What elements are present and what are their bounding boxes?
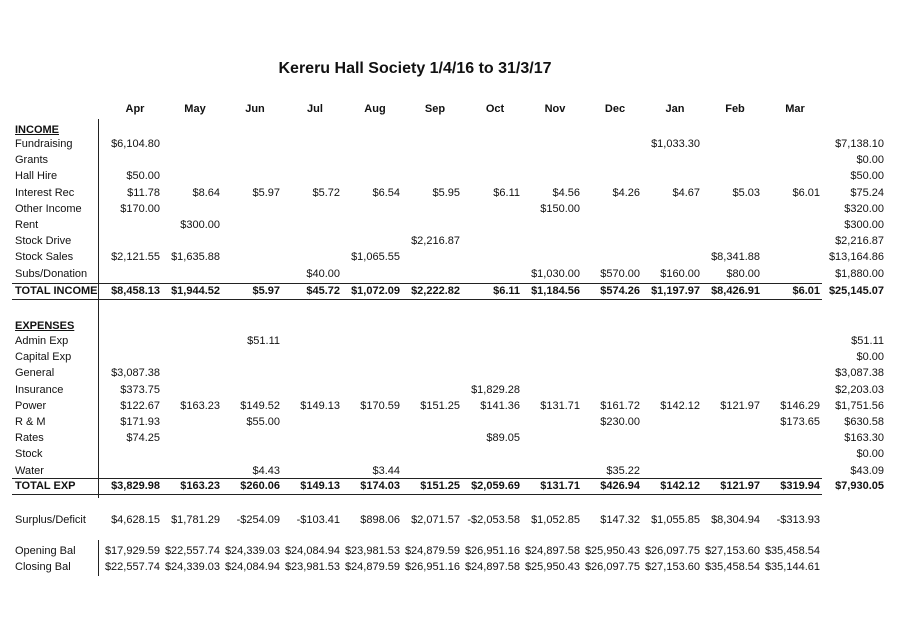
cell-apr: $170.00	[120, 202, 160, 215]
income-row	[0, 251, 902, 267]
closing-balance-row	[0, 561, 902, 577]
cell-aug: $24,879.59	[344, 561, 400, 573]
row-total: $25,145.07	[828, 285, 884, 297]
cell-mar: $6.01	[792, 186, 820, 199]
cell-jun: $5.97	[252, 186, 280, 199]
row-label: Rent	[15, 219, 39, 231]
cell-apr: $50.00	[126, 170, 160, 183]
row-total: $0.00	[856, 351, 884, 364]
cell-oct: $6.11	[493, 186, 520, 199]
cell-may: $1,944.52	[171, 285, 220, 297]
cell-may: $163.23	[180, 480, 220, 492]
row-total: $320.00	[844, 202, 884, 215]
cell-may: $22,557.74	[164, 545, 220, 557]
cell-dec: $26,097.75	[584, 561, 640, 573]
row-total: $2,216.87	[835, 235, 884, 248]
row-label: Other Income	[15, 202, 82, 215]
row-label: Fundraising	[15, 138, 73, 150]
row-label: TOTAL EXP	[15, 480, 76, 492]
cell-apr: $8,458.13	[111, 285, 160, 297]
income-row	[0, 203, 902, 219]
income-row	[0, 187, 902, 203]
row-total: $2,203.03	[835, 383, 884, 396]
cell-oct: $26,951.16	[464, 545, 520, 557]
row-label: TOTAL INCOME	[15, 285, 98, 297]
row-label: Subs/Donation	[15, 267, 88, 280]
cell-nov: $1,184.56	[531, 285, 580, 297]
cell-jul: $5.72	[312, 186, 340, 199]
expense-row	[0, 432, 902, 448]
cell-feb: $8,304.94	[711, 514, 760, 526]
cell-jun: $260.06	[240, 480, 280, 492]
row-total: $51.11	[851, 335, 884, 347]
cell-jul: $40.00	[306, 267, 340, 280]
month-nov: Nov	[544, 103, 566, 115]
cell-feb: $121.97	[720, 480, 760, 492]
cell-aug: $1,072.09	[351, 285, 400, 297]
cell-mar: $35,458.54	[764, 545, 820, 557]
cell-apr: $11.78	[127, 186, 160, 199]
cell-may: $1,635.88	[171, 251, 220, 264]
cell-sep: $2,216.87	[411, 235, 460, 248]
cell-apr: $3,087.38	[111, 367, 160, 380]
row-label: Surplus/Deficit	[15, 514, 86, 526]
row-total: $300.00	[844, 219, 884, 231]
cell-aug: $6.54	[372, 186, 400, 199]
month-jun: Jun	[245, 103, 265, 115]
surplus-deficit-row	[0, 514, 902, 530]
month-sep: Sep	[424, 103, 446, 115]
cell-jan: $1,055.85	[651, 514, 700, 526]
cell-apr: $3,829.98	[111, 480, 160, 492]
month-mar: Mar	[785, 103, 805, 115]
cell-mar: -$313.93	[776, 514, 820, 526]
cell-dec: $147.32	[600, 514, 640, 526]
cell-apr: $373.75	[120, 383, 160, 396]
row-total: $1,751.56	[835, 399, 884, 412]
cell-oct: $1,829.28	[471, 383, 520, 396]
cell-jun: $55.00	[246, 416, 280, 428]
cell-jul: $24,084.94	[284, 545, 340, 557]
row-label: Interest Rec	[15, 186, 75, 199]
cell-dec: $230.00	[600, 416, 640, 428]
cell-jun: $24,339.03	[224, 545, 280, 557]
cell-jun: $149.52	[240, 399, 280, 412]
cell-oct: $6.11	[493, 285, 520, 297]
cell-jan: $142.12	[660, 480, 700, 492]
row-total: $43.09	[850, 464, 884, 477]
cell-aug: $174.03	[360, 480, 400, 492]
cell-apr: $4,628.15	[111, 514, 160, 526]
cell-dec: $35.22	[606, 464, 640, 477]
cell-jan: $26,097.75	[644, 545, 700, 557]
cell-nov: $4.56	[552, 186, 580, 199]
row-label: Power	[15, 399, 47, 412]
row-label: Rates	[15, 432, 44, 445]
cell-may: $163.23	[180, 399, 220, 412]
cell-mar: $35,144.61	[764, 561, 820, 573]
cell-jun: -$254.09	[236, 514, 280, 526]
month-apr: Apr	[125, 103, 145, 115]
month-dec: Dec	[604, 103, 626, 115]
row-total: $13,164.86	[828, 251, 884, 264]
row-total: $50.00	[850, 170, 884, 183]
row-total: $7,930.05	[835, 480, 884, 492]
cell-jan: $27,153.60	[644, 561, 700, 573]
row-total: $163.30	[844, 432, 884, 445]
income-row	[0, 268, 902, 284]
cell-feb: $5.03	[732, 186, 760, 199]
row-total: $1,880.00	[835, 267, 884, 280]
cell-aug: $23,981.53	[344, 545, 400, 557]
cell-mar: $173.65	[780, 416, 820, 428]
expense-row	[0, 400, 902, 416]
month-oct: Oct	[485, 103, 505, 115]
cell-aug: $170.59	[360, 399, 400, 412]
cell-jul: $149.13	[300, 480, 340, 492]
row-total: $3,087.38	[835, 367, 884, 380]
cell-sep: $151.25	[420, 399, 460, 412]
row-label: Stock Drive	[15, 235, 72, 248]
expense-row	[0, 335, 902, 351]
cell-jun: $4.43	[252, 464, 280, 477]
cell-apr: $22,557.74	[104, 561, 160, 573]
cell-mar: $319.94	[780, 480, 820, 492]
cell-nov: $25,950.43	[524, 561, 580, 573]
cell-mar: $146.29	[780, 399, 820, 412]
cell-jan: $1,197.97	[651, 285, 700, 297]
cell-feb: $8,426.91	[711, 285, 760, 297]
expense-row	[0, 416, 902, 432]
expense-row	[0, 367, 902, 383]
cell-apr: $122.67	[120, 399, 160, 412]
cell-dec: $25,950.43	[584, 545, 640, 557]
cell-sep: $5.95	[432, 186, 460, 199]
cell-jun: $24,084.94	[224, 561, 280, 573]
row-total: $630.58	[844, 416, 884, 428]
cell-sep: $2,071.57	[411, 514, 460, 526]
cell-apr: $6,104.80	[111, 138, 160, 150]
cell-apr: $171.93	[120, 416, 160, 428]
total-income-row	[0, 285, 902, 301]
month-may: May	[184, 103, 206, 115]
cell-dec: $574.26	[600, 285, 640, 297]
cell-feb: $80.00	[726, 267, 760, 280]
row-label: Insurance	[15, 383, 64, 396]
row-total: $75.24	[850, 186, 884, 199]
month-feb: Feb	[725, 103, 745, 115]
cell-mar: $6.01	[792, 285, 820, 297]
cell-nov: $1,052.85	[531, 514, 580, 526]
row-label: Grants	[15, 154, 49, 167]
income-row	[0, 154, 902, 170]
cell-feb: $121.97	[720, 399, 760, 412]
cell-jan: $160.00	[660, 267, 700, 280]
cell-oct: $89.05	[486, 432, 520, 445]
cell-feb: $8,341.88	[711, 251, 760, 264]
row-label: Opening Bal	[15, 545, 76, 557]
cell-sep: $24,879.59	[404, 545, 460, 557]
total-expenses-row	[0, 480, 902, 496]
row-label: Stock Sales	[15, 251, 74, 264]
expense-row	[0, 351, 902, 367]
report-title: Kereru Hall Society 1/4/16 to 31/3/17	[278, 60, 552, 77]
row-total: $0.00	[856, 154, 884, 167]
cell-jul: $45.72	[306, 285, 340, 297]
cell-aug: $1,065.55	[351, 251, 400, 264]
cell-oct: -$2,053.58	[467, 514, 520, 526]
row-label: Water	[15, 464, 44, 477]
cell-may: $8.64	[192, 186, 220, 199]
row-label: Admin Exp	[15, 335, 69, 347]
month-header	[0, 103, 902, 119]
row-label: Capital Exp	[15, 351, 72, 364]
row-label: General	[15, 367, 55, 380]
cell-oct: $141.36	[480, 399, 520, 412]
cell-aug: $3.44	[372, 464, 400, 477]
cell-sep: $26,951.16	[404, 561, 460, 573]
cell-nov: $131.71	[540, 480, 580, 492]
cell-jul: -$103.41	[296, 514, 340, 526]
income-row	[0, 170, 902, 186]
income-heading: INCOME	[15, 124, 59, 136]
cell-may: $1,781.29	[171, 514, 220, 526]
cell-nov: $150.00	[540, 202, 580, 215]
month-jan: Jan	[665, 103, 685, 115]
cell-jun: $51.11	[247, 335, 280, 347]
row-total: $0.00	[856, 448, 884, 461]
cell-dec: $161.72	[600, 399, 640, 412]
cell-feb: $35,458.54	[704, 561, 760, 573]
income-row	[0, 138, 902, 154]
cell-may: $300.00	[180, 219, 220, 231]
cell-jan: $142.12	[660, 399, 700, 412]
income-row	[0, 219, 902, 235]
row-label: Stock	[15, 448, 43, 461]
row-label: Closing Bal	[15, 561, 71, 573]
cell-sep: $2,222.82	[411, 285, 460, 297]
cell-oct: $24,897.58	[464, 561, 520, 573]
cell-nov: $1,030.00	[531, 267, 580, 280]
cell-dec: $426.94	[600, 480, 640, 492]
cell-may: $24,339.03	[164, 561, 220, 573]
expense-row	[0, 384, 902, 400]
expenses-heading: EXPENSES	[15, 320, 75, 332]
month-aug: Aug	[364, 103, 386, 115]
month-jul: Jul	[307, 103, 323, 115]
cell-sep: $151.25	[420, 480, 460, 492]
income-row	[0, 235, 902, 251]
expense-row	[0, 465, 902, 481]
expense-row	[0, 448, 902, 464]
cell-aug: $898.06	[360, 514, 400, 526]
cell-jan: $4.67	[672, 186, 700, 199]
cell-oct: $2,059.69	[471, 480, 520, 492]
cell-jan: $1,033.30	[651, 138, 700, 150]
cell-feb: $27,153.60	[704, 545, 760, 557]
cell-jul: $149.13	[300, 399, 340, 412]
cell-jul: $23,981.53	[284, 561, 340, 573]
row-total: $7,138.10	[835, 138, 884, 150]
cell-nov: $24,897.58	[524, 545, 580, 557]
cell-apr: $17,929.59	[104, 545, 160, 557]
cell-nov: $131.71	[540, 399, 580, 412]
cell-dec: $4.26	[612, 186, 640, 199]
row-label: R & M	[15, 416, 46, 428]
row-label: Hall Hire	[15, 170, 58, 183]
cell-apr: $2,121.55	[111, 251, 160, 264]
opening-balance-row	[0, 545, 902, 561]
cell-apr: $74.25	[126, 432, 160, 445]
cell-dec: $570.00	[600, 267, 640, 280]
cell-jun: $5.97	[252, 285, 280, 297]
